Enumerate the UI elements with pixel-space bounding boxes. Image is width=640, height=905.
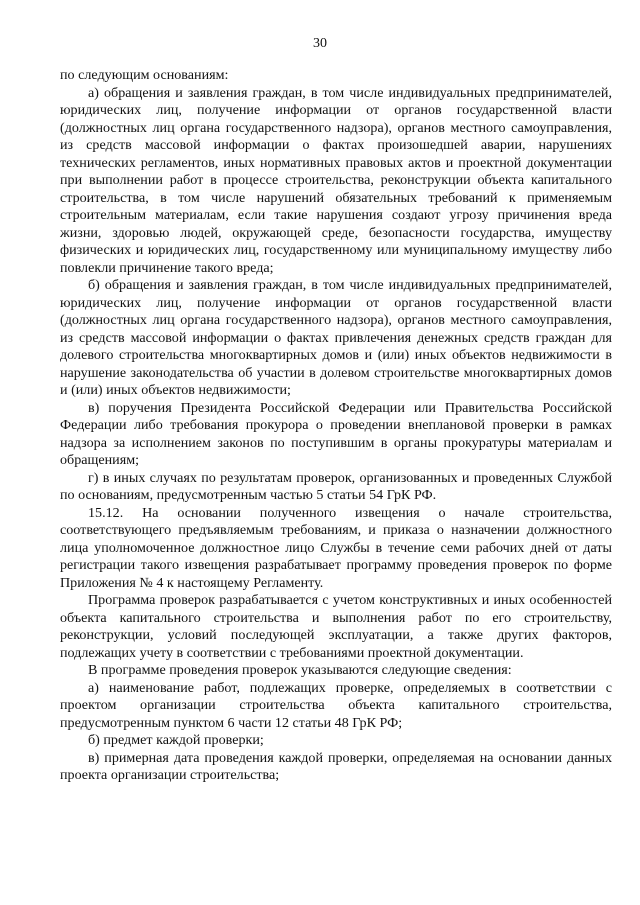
document-body xyxy=(60,67,612,785)
paragraph: Программа проверок разрабатывается с учетом конструктивных и иных особенностей объекта капитального строительства и выполнения работ по его строительству, реконструкции, условий последующей эксплуатации, а также других факторов, подлежащих учету в соответствии с требованиями проектной документации. xyxy=(60,592,612,661)
paragraph: по следующим основаниям: xyxy=(60,67,229,83)
paragraph: а) наименование работ, подлежащих проверке, определяемых в соответствии с проектом организации строительства объекта капитального строительства, предусмотренным пунктом 6 части 12 статьи 48 ГрК РФ; xyxy=(60,679,612,731)
page-number: 30 xyxy=(313,36,327,51)
paragraph: г) в иных случаях по результатам проверок, организованных и проведенных Службой по основаниям, предусмотренным частью 5 статьи 54 ГрК РФ. xyxy=(60,469,612,503)
paragraph: б) предмет каждой проверки; xyxy=(88,732,264,748)
paragraph: в) поручения Президента Российской Федерации или Правительства Российской Федерации либо требования прокурора о проведении внеплановой проверки в рамках надзора за исполнением законов по поступившим в органы прокуратуры материалам и обращениям; xyxy=(60,399,612,468)
paragraph: а) обращения и заявления граждан, в том числе индивидуальных предпринимателей, юридических лиц, получение информации от органов государственной власти (должностных лиц органа государственного надзора), органов местного самоуправления, из средств массовой информации о фактах произошедшей аварии, нарушениях технических регламентов, иных нормативных правовых актов и проектной документации при выполнении работ в процессе строительства, реконструкции объекта капитального строительства, в том числе нарушений обязательных требований к применяемым строительным материалам, если такие нарушения создают угрозу причинения вреда жизни, здоровью людей, окружающей среде, безопасности государства, имуществу физических и юридических лиц, государственному или муниципальному имуществу либо повлекли причинение такого вреда; xyxy=(60,84,612,276)
paragraph: б) обращения и заявления граждан, в том числе индивидуальных предпринимателей, юридических лиц, получение информации от органов государственной власти (должностных лиц органа государственного надзора), органов местного самоуправления, из средств массовой информации о фактах привлечения денежных средств граждан для долевого строительства многоквартирных домов и (или) иных объектов недвижимости в нарушение законодательства об участии в долевом строительстве многоквартирных домов и (или) иных объектов недвижимости; xyxy=(60,277,612,398)
paragraph: в) примерная дата проведения каждой проверки, определяемая на основании данных проекта организации строительства; xyxy=(60,749,612,783)
paragraph: В программе проведения проверок указываются следующие сведения: xyxy=(88,662,512,678)
paragraph: 15.12. На основании полученного извещения о начале строительства, соответствующего предъявляемым требованиям, и приказа о назначении должностного лица уполномоченное должностное лицо Службы в течение семи рабочих дней от даты регистрации такого извещения разрабатывает программу проведения проверок по форме Приложения № 4 к настоящему Регламенту. xyxy=(60,504,612,591)
